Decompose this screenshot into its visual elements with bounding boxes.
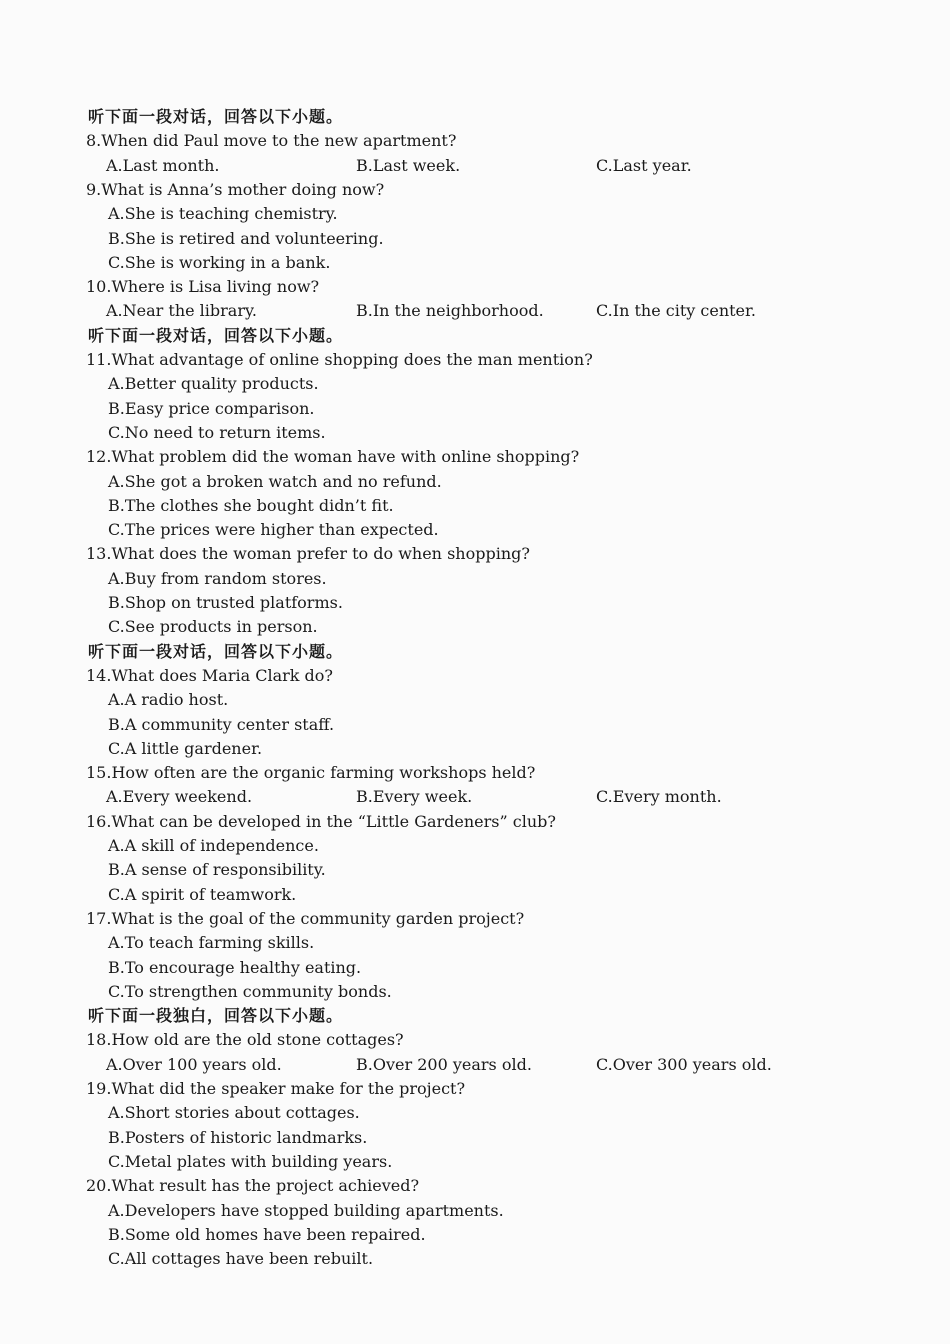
answer-option: C.Last year. bbox=[596, 155, 692, 175]
answer-option: C.A spirit of teamwork. bbox=[108, 884, 297, 904]
answer-option: A.Every weekend. bbox=[106, 787, 253, 807]
question-stem: 16.What can be developed in the “Little Gardeners” club? bbox=[86, 811, 556, 831]
answer-option: B.Easy price comparison. bbox=[108, 398, 315, 418]
answer-option: B.Posters of historic landmarks. bbox=[108, 1127, 368, 1147]
answer-option: A.A radio host. bbox=[108, 690, 229, 710]
answer-option: C.Over 300 years old. bbox=[596, 1054, 772, 1074]
question-stem: 11.What advantage of online shopping does the man mention? bbox=[86, 350, 593, 369]
answer-option: B.A community center staff. bbox=[108, 714, 335, 734]
answer-option: A.Developers have stopped building apartments. bbox=[108, 1200, 504, 1220]
answer-option: C.A little gardener. bbox=[108, 738, 263, 758]
answer-option: A.She got a broken watch and no refund. bbox=[108, 471, 442, 491]
question-stem: 20.What result has the project achieved? bbox=[86, 1176, 420, 1196]
answer-option: A.Better quality products. bbox=[108, 374, 319, 394]
answer-option: B.Some old homes have been repaired. bbox=[108, 1224, 426, 1244]
question-stem: 15.How often are the organic farming workshops held? bbox=[86, 763, 536, 783]
answer-option: C.To strengthen community bonds. bbox=[108, 981, 392, 1001]
question-stem: 17.What is the goal of the community garden project? bbox=[86, 908, 525, 928]
answer-option: C.She is working in a bank. bbox=[108, 252, 331, 272]
question-stem: 9.What is Anna’s mother doing now? bbox=[86, 179, 385, 199]
question-stem: 13.What does the woman prefer to do when shopping? bbox=[86, 544, 530, 564]
answer-option: B.She is retired and volunteering. bbox=[108, 228, 384, 248]
section-heading: 听下面一段对话，回答以下小题。 bbox=[88, 325, 344, 345]
answer-option: C.See products in person. bbox=[108, 617, 318, 637]
answer-option: C.In the city center. bbox=[596, 301, 756, 321]
section-heading: 听下面一段对话，回答以下小题。 bbox=[88, 641, 344, 661]
answer-option: B.In the neighborhood. bbox=[356, 301, 544, 321]
question-stem: 10.Where is Lisa living now? bbox=[86, 277, 320, 297]
question-stem: 8.When did Paul move to the new apartment? bbox=[86, 131, 457, 151]
section-heading: 听下面一段独白，回答以下小题。 bbox=[88, 1006, 344, 1026]
question-stem: 14.What does Maria Clark do? bbox=[86, 665, 333, 685]
answer-option: C.No need to return items. bbox=[108, 422, 326, 442]
answer-option: C.All cottages have been rebuilt. bbox=[108, 1249, 374, 1269]
answer-option: C.Metal plates with building years. bbox=[108, 1151, 393, 1171]
answer-option: B.Every week. bbox=[356, 787, 473, 807]
answer-option: B.The clothes she bought didn’t fit. bbox=[108, 495, 394, 515]
answer-option: B.A sense of responsibility. bbox=[108, 860, 326, 880]
answer-option: A.To teach farming skills. bbox=[108, 933, 315, 953]
answer-option: A.Last month. bbox=[106, 155, 220, 175]
answer-option: C.The prices were higher than expected. bbox=[108, 520, 439, 540]
answer-option: A.Buy from random stores. bbox=[108, 568, 327, 588]
section-heading: 听下面一段对话，回答以下小题。 bbox=[88, 107, 344, 126]
question-stem: 18.How old are the old stone cottages? bbox=[86, 1030, 404, 1050]
question-stem: 12.What problem did the woman have with online shopping? bbox=[86, 447, 580, 467]
answer-option: A.A skill of independence. bbox=[108, 836, 319, 855]
answer-option: A.Over 100 years old. bbox=[106, 1054, 282, 1074]
answer-option: B.To encourage healthy eating. bbox=[108, 957, 362, 977]
answer-option: A.She is teaching chemistry. bbox=[108, 204, 338, 224]
answer-option: B.Over 200 years old. bbox=[356, 1054, 532, 1074]
answer-option: B.Last week. bbox=[356, 155, 461, 175]
answer-option: A.Short stories about cottages. bbox=[108, 1103, 360, 1123]
answer-option: A.Near the library. bbox=[106, 301, 257, 321]
answer-option: B.Shop on trusted platforms. bbox=[108, 593, 343, 612]
question-stem: 19.What did the speaker make for the project? bbox=[86, 1079, 466, 1098]
answer-option: C.Every month. bbox=[596, 787, 722, 807]
